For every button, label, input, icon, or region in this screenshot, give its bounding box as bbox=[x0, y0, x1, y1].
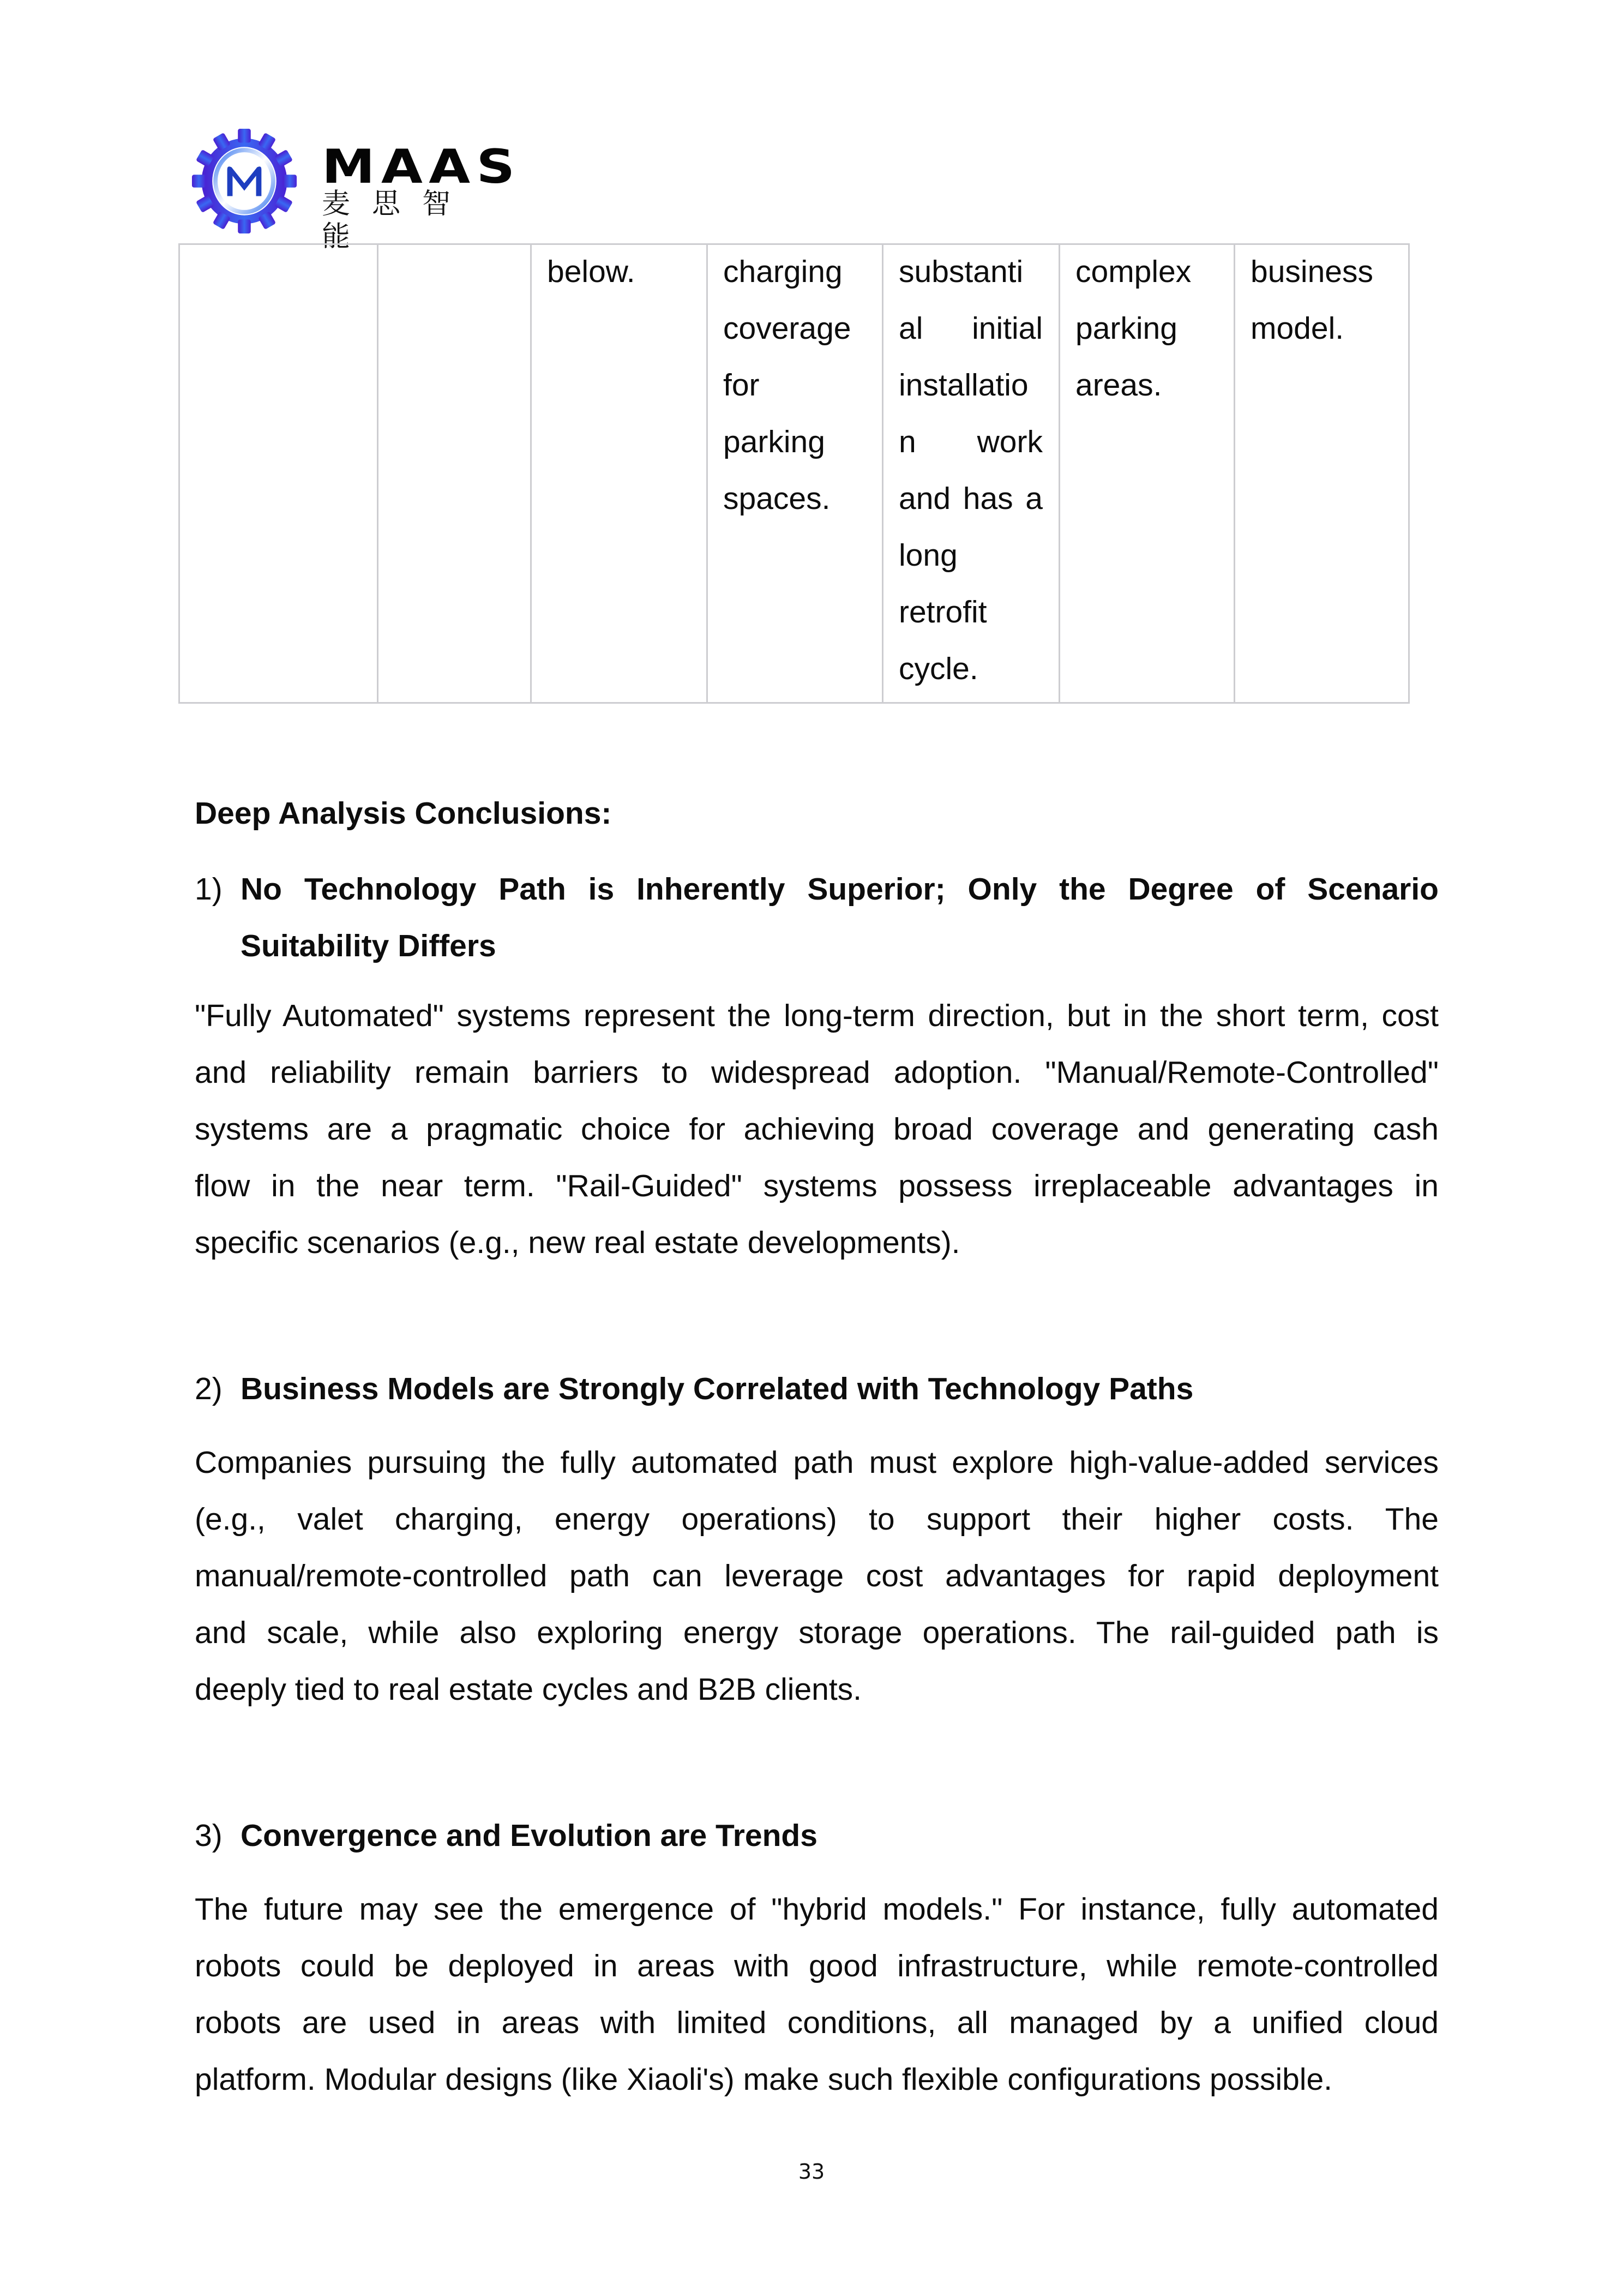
table-cell-col6 bbox=[1075, 243, 1221, 413]
cell-line: n work bbox=[899, 424, 1043, 459]
cell-line: al initial bbox=[899, 311, 1043, 346]
cell-line: model. bbox=[1251, 311, 1344, 346]
body-line: and scale, while also exploring energy storage operations. The rail-guided path is bbox=[195, 1615, 1439, 1650]
item-heading: Business Models are Strongly Correlated with Technology Paths bbox=[241, 1371, 1194, 1406]
cell-line: charging bbox=[723, 254, 843, 289]
item-heading: Suitability Differs bbox=[241, 928, 496, 963]
table-cell-col3 bbox=[547, 243, 694, 300]
body-line: The future may see the emergence of "hybrid models." For instance, fully automated bbox=[195, 1892, 1439, 1927]
column-divider bbox=[1234, 245, 1235, 702]
item-heading: No Technology Path is Inherently Superior; Only the Degree of Scenario bbox=[241, 872, 1439, 907]
cell-line: installatio bbox=[899, 368, 1029, 403]
logo-wordmark: MAAS bbox=[322, 140, 521, 194]
body-line: robots are used in areas with limited conditions, all managed by a unified cloud bbox=[195, 2005, 1439, 2040]
body-line: robots could be deployed in areas with good infrastructure, while remote-controlled bbox=[195, 1949, 1439, 1983]
cell-line: coverage bbox=[723, 311, 851, 346]
cell-line: parking bbox=[723, 424, 825, 459]
cell-line: and has a bbox=[899, 481, 1043, 516]
logo-chinese-name: 麦思智能 bbox=[322, 188, 473, 253]
company-logo bbox=[191, 128, 521, 253]
cell-line: substanti bbox=[899, 254, 1024, 289]
cell-line: parking bbox=[1075, 311, 1177, 346]
body-line: systems are a pragmatic choice for achieving broad coverage and generating cash bbox=[195, 1112, 1439, 1147]
cell-line: long bbox=[899, 538, 958, 573]
section-title: Deep Analysis Conclusions: bbox=[195, 796, 612, 831]
cell-line: complex bbox=[1075, 254, 1192, 289]
cell-line: areas. bbox=[1075, 368, 1162, 403]
body-line: flow in the near term. "Rail-Guided" systems possess irreplaceable advantages in bbox=[195, 1168, 1439, 1203]
column-divider bbox=[377, 245, 378, 702]
table-cell-col5 bbox=[899, 243, 1043, 697]
cell-line: spaces. bbox=[723, 481, 831, 516]
item-number: 1) bbox=[195, 872, 223, 907]
cell-line: business bbox=[1251, 254, 1373, 289]
table-cell-col7 bbox=[1251, 243, 1396, 357]
table-cell-col4 bbox=[723, 243, 868, 527]
comparison-table-continuation bbox=[178, 243, 1410, 704]
column-divider bbox=[706, 245, 708, 702]
cell-line: retrofit bbox=[899, 595, 987, 630]
cell-line: below. bbox=[547, 254, 635, 289]
cell-line: cycle. bbox=[899, 651, 978, 686]
item-heading: Convergence and Evolution are Trends bbox=[241, 1818, 817, 1853]
column-divider bbox=[1059, 245, 1060, 702]
item-number: 2) bbox=[195, 1371, 223, 1406]
body-line: deeply tied to real estate cycles and B2B clients. bbox=[195, 1672, 862, 1707]
body-line: specific scenarios (e.g., new real estate developments). bbox=[195, 1225, 960, 1260]
body-line: and reliability remain barriers to widespread adoption. "Manual/Remote-Controlled" bbox=[195, 1055, 1439, 1090]
cell-line: for bbox=[723, 368, 760, 403]
column-divider bbox=[882, 245, 883, 702]
body-line: "Fully Automated" systems represent the long-term direction, but in the short term, cost bbox=[195, 998, 1439, 1033]
body-line: (e.g., valet charging, energy operations) to support their higher costs. The bbox=[195, 1502, 1439, 1537]
page-number: 33 bbox=[798, 2160, 825, 2184]
body-line: manual/remote-controlled path can leverage cost advantages for rapid deployment bbox=[195, 1558, 1439, 1593]
item-number: 3) bbox=[195, 1818, 223, 1853]
gear-m-icon bbox=[191, 128, 298, 235]
column-divider bbox=[530, 245, 532, 702]
body-line: Companies pursuing the fully automated path must explore high-value-added services bbox=[195, 1445, 1439, 1480]
body-line: platform. Modular designs (like Xiaoli's) make such flexible configurations possible. bbox=[195, 2062, 1333, 2097]
